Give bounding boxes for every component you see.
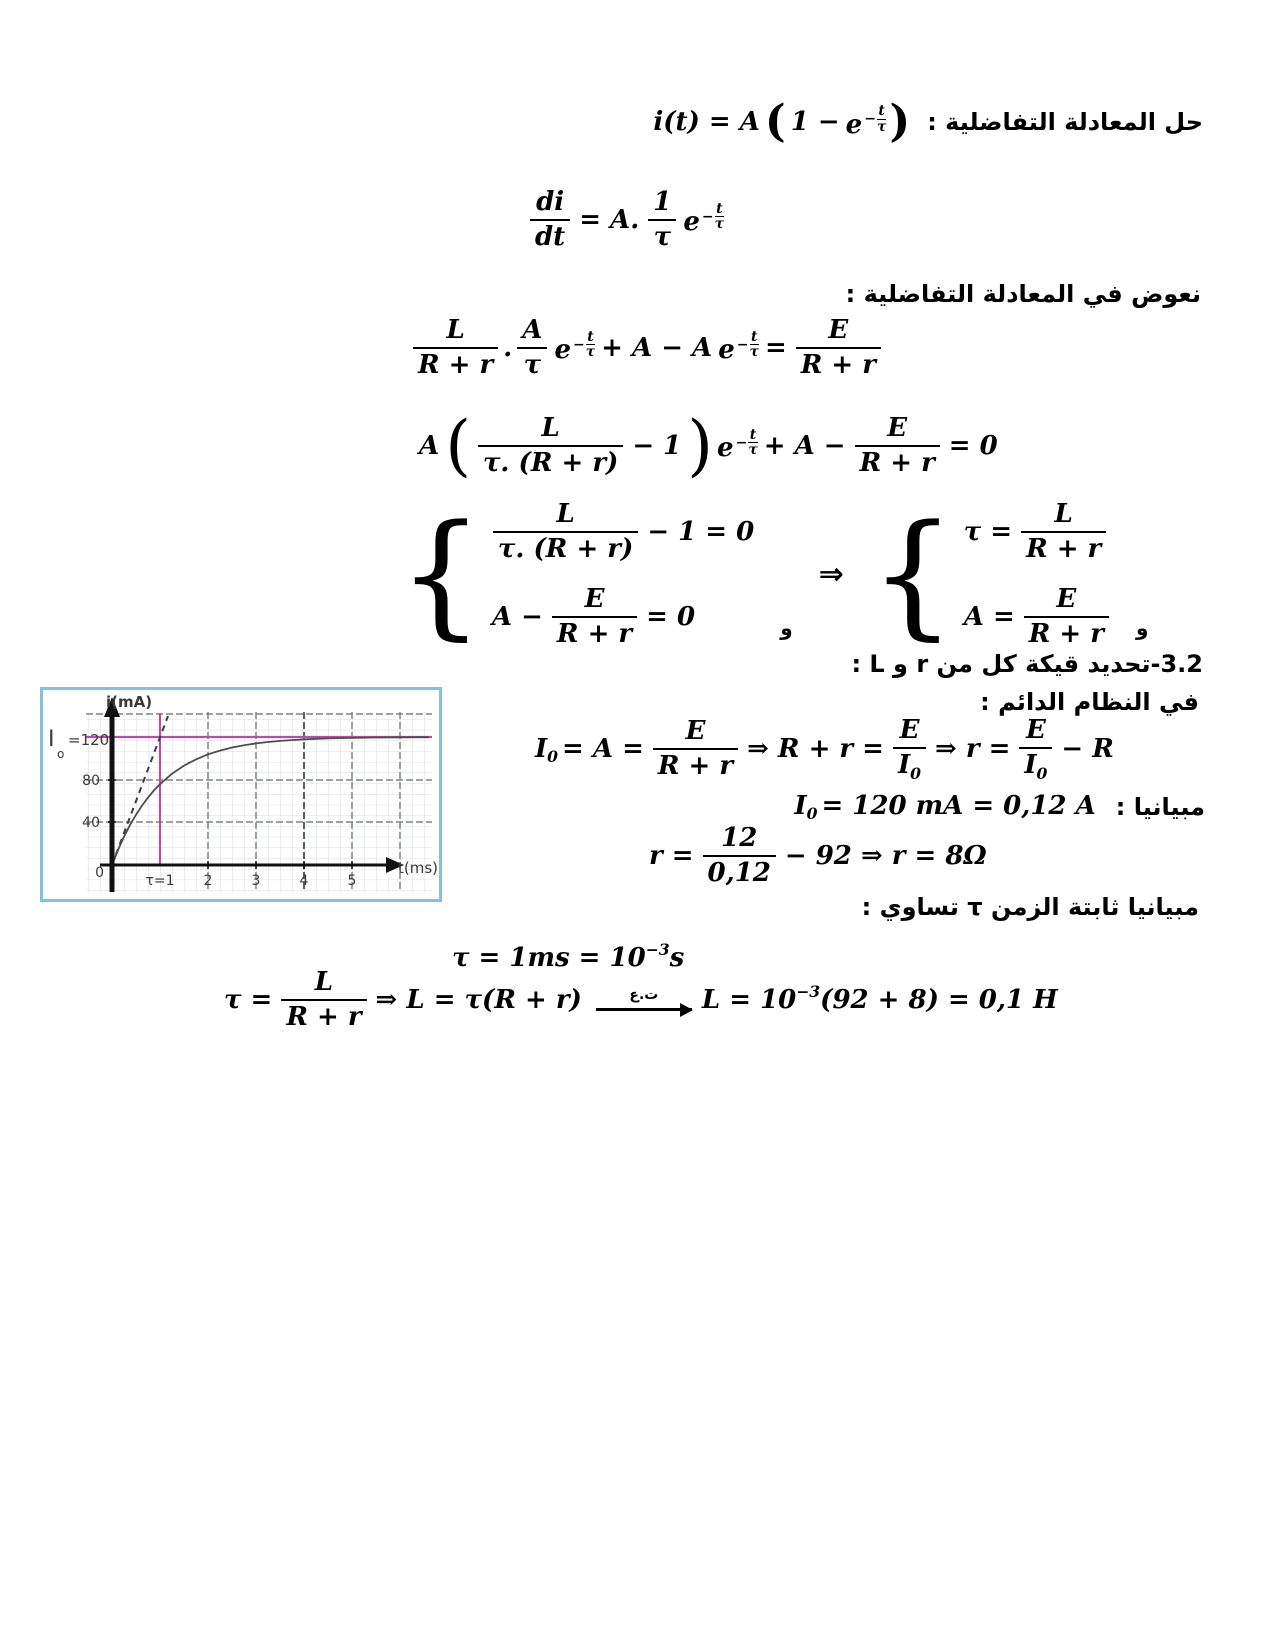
math-token: L = 10: [701, 984, 797, 1015]
numerator: E: [1056, 584, 1077, 614]
y-tick-40: 40: [82, 815, 100, 831]
heading-steady-state: في النظام الدائم :: [980, 688, 1199, 716]
math-token: − R: [1061, 733, 1114, 764]
denominator: R + r: [855, 445, 940, 480]
fraction: [530, 186, 570, 253]
math-token: ⇒ L = τ(R + r): [375, 984, 582, 1015]
system-right-rows: [960, 498, 1114, 650]
denominator: R + r: [796, 347, 881, 382]
eq-solution: [649, 96, 911, 147]
x-tick-5: 5: [347, 873, 357, 889]
current-graph-figure: [40, 687, 442, 902]
implies-arrow: ⇒: [818, 556, 844, 592]
math-token: I: [1024, 750, 1037, 781]
denominator: R + r: [653, 748, 738, 783]
fraction: [703, 822, 776, 889]
i0-label-I: I: [48, 727, 55, 752]
numerator: L: [446, 315, 465, 345]
x-tick-tau1: τ=1: [145, 873, 175, 889]
eq-factored: [415, 406, 1002, 484]
fraction: [893, 714, 926, 783]
exp-frac: [877, 104, 886, 134]
denominator: R + r: [1024, 616, 1109, 651]
x-tick-2: 2: [203, 873, 213, 889]
exp-term: [717, 428, 758, 464]
numerator: A: [522, 315, 543, 345]
denominator: 0,12: [703, 855, 776, 890]
eq-substituted: [408, 314, 886, 381]
math-token: ⇒ R + r =: [747, 733, 884, 764]
superscript: −3: [645, 940, 670, 959]
e-base: e: [845, 109, 863, 140]
numeric-application-arrow: [596, 988, 692, 1011]
exp-term: [554, 330, 595, 366]
exp-minus: −: [864, 111, 876, 128]
x-axis-label: t(ms): [398, 859, 439, 877]
i0-label-value: =120: [68, 731, 110, 749]
eq-I0-value: [794, 790, 1099, 823]
numerator: E: [1025, 715, 1046, 745]
numerator: t: [749, 426, 757, 443]
heading-section-3-2: 3.2-تحديد قيكة كل من r و L :: [851, 650, 1203, 678]
math-token: = A.: [579, 204, 640, 235]
exponent: [573, 330, 595, 360]
math-token: = A =: [562, 733, 644, 764]
math-token: − 1 = 0: [647, 516, 755, 547]
denominator: τ: [517, 347, 547, 382]
math-token: .: [503, 332, 513, 363]
e-base: e: [718, 335, 735, 366]
arabic-and: و: [780, 616, 793, 640]
y-tick-80: 80: [82, 773, 100, 789]
numerator: E: [899, 715, 920, 745]
numerator: 1: [653, 187, 672, 217]
math-token: − 92 ⇒ r = 8Ω: [784, 840, 987, 871]
numerator: L: [541, 413, 560, 443]
numerator: 12: [721, 823, 758, 853]
fraction: [281, 966, 366, 1033]
e-base: e: [683, 207, 700, 238]
fraction: [653, 715, 738, 782]
numerator: E: [828, 315, 849, 345]
denominator: τ: [748, 442, 758, 459]
denominator: dt: [530, 219, 570, 254]
exp-minus: −: [701, 208, 714, 225]
numerator: t: [716, 200, 723, 217]
denominator: τ. (R + r): [493, 531, 638, 566]
subscript: 0: [806, 804, 818, 824]
numerator: L: [314, 967, 334, 997]
numerator: t: [750, 328, 758, 345]
fraction: [1019, 714, 1052, 783]
exp-minus: −: [573, 336, 585, 353]
system-row: [960, 583, 1114, 650]
denominator: τ: [714, 216, 725, 233]
math-token: i(t) = A: [653, 107, 760, 137]
arabic-and: و: [1135, 616, 1149, 640]
denominator: R + r: [552, 616, 637, 651]
left-brace: {: [869, 495, 956, 653]
system-left: [398, 495, 793, 653]
math-token: τ =: [224, 984, 273, 1015]
math-token: + A −: [763, 430, 846, 461]
e-base: e: [554, 335, 571, 366]
math-token: I: [535, 733, 548, 764]
fraction: [413, 314, 498, 381]
denominator: τ: [585, 344, 596, 361]
exponent: [864, 104, 886, 134]
numerator: L: [556, 499, 575, 529]
x-tick-4: 4: [299, 873, 309, 889]
right-paren: ): [889, 96, 911, 147]
e-base: e: [717, 433, 734, 464]
line-solve-ode: [649, 96, 1203, 147]
math-token: I: [897, 750, 911, 781]
numerator: E: [887, 413, 908, 443]
math-token: 1 −: [790, 107, 840, 137]
denominator: τ: [749, 344, 759, 361]
eq-L-value: [220, 966, 1058, 1033]
denominator: R + r: [1021, 531, 1106, 566]
arrow-label: ت.ع: [629, 987, 659, 1004]
system-left-rows: [488, 498, 758, 650]
superscript: −3: [796, 981, 821, 1001]
math-token: − 1: [632, 430, 682, 461]
right-arrow-icon: [596, 1008, 692, 1011]
line-graphical-I0: [794, 790, 1205, 823]
math-token: r =: [649, 840, 694, 871]
heading-substitute: نعوض في المعادلة التفاضلية :: [845, 280, 1201, 308]
system-right: [869, 495, 1149, 653]
rl-charge-curve-chart: [40, 687, 442, 902]
eq-system: [398, 495, 1149, 653]
denominator: [1019, 747, 1052, 784]
math-token: = 0: [948, 430, 998, 461]
y-axis-label: i(mA): [106, 693, 153, 711]
left-paren: (: [764, 96, 786, 147]
math-token: A =: [963, 601, 1015, 632]
math-token: I: [794, 791, 807, 821]
fraction: [648, 186, 676, 253]
exponent: [736, 428, 758, 458]
exp-frac: [586, 330, 595, 360]
subscript: 0: [547, 746, 559, 766]
denominator: τ. (R + r): [478, 445, 623, 480]
fraction: [796, 314, 881, 381]
numerator: E: [685, 716, 706, 747]
math-token: = 0: [646, 601, 696, 632]
fraction: [1024, 583, 1109, 650]
left-brace: {: [398, 495, 484, 653]
exp-term: [846, 104, 887, 140]
numerator: t: [587, 328, 594, 345]
numerator: di: [536, 187, 565, 217]
eq-r-value: [645, 822, 991, 889]
math-token: τ = 1ms = 10: [452, 942, 646, 973]
math-token: + A − A: [601, 332, 713, 363]
left-paren: (: [445, 406, 471, 484]
numerator: L: [1054, 499, 1073, 529]
math-token: s: [669, 942, 685, 973]
subscript: 0: [910, 763, 921, 783]
origin-label: 0: [95, 865, 104, 881]
fraction: [478, 412, 623, 479]
math-token: A: [419, 430, 440, 461]
exp-frac: [748, 428, 757, 458]
system-row: [488, 498, 758, 565]
system-row: [960, 498, 1112, 565]
exp-minus: −: [735, 434, 748, 451]
eq-steady-state: [535, 714, 1118, 783]
exp-term: [683, 202, 724, 238]
denominator: τ: [648, 219, 676, 254]
subscript: 0: [1036, 763, 1048, 783]
math-token: = 120 mA = 0,12 A: [821, 791, 1096, 821]
denominator: τ: [876, 118, 887, 135]
math-token: τ =: [963, 516, 1013, 547]
fraction: [517, 314, 547, 381]
math-token: (92 + 8) = 0,1 H: [820, 984, 1058, 1015]
math-token: A −: [491, 601, 543, 632]
denominator: R + r: [413, 347, 498, 382]
numerator: t: [878, 103, 885, 120]
fraction: [855, 412, 940, 479]
numerator: E: [584, 584, 605, 614]
denominator: [893, 747, 926, 784]
fraction: [1021, 498, 1106, 565]
x-tick-3: 3: [251, 873, 261, 889]
system-row: [488, 583, 699, 650]
math-token: =: [764, 332, 787, 363]
i0-label-sub: o: [57, 747, 65, 761]
exp-frac: [715, 202, 724, 232]
heading-solve-ode: حل المعادلة التفاضلية :: [927, 108, 1203, 136]
heading-graphically-tau: مبيانيا ثابتة الزمن τ تساوي :: [861, 893, 1199, 921]
exponent: [737, 330, 759, 360]
exp-frac: [750, 330, 759, 360]
eq-derivative: [525, 186, 726, 253]
exp-minus: −: [736, 336, 749, 353]
heading-graphically: مبيانيا :: [1115, 792, 1205, 821]
fraction: [493, 498, 638, 565]
math-token: ⇒ r =: [935, 733, 1011, 764]
exp-term: [718, 330, 759, 366]
exponent: [702, 202, 724, 232]
right-paren: ): [687, 406, 714, 484]
denominator: R + r: [281, 999, 366, 1034]
fraction: [552, 583, 637, 650]
